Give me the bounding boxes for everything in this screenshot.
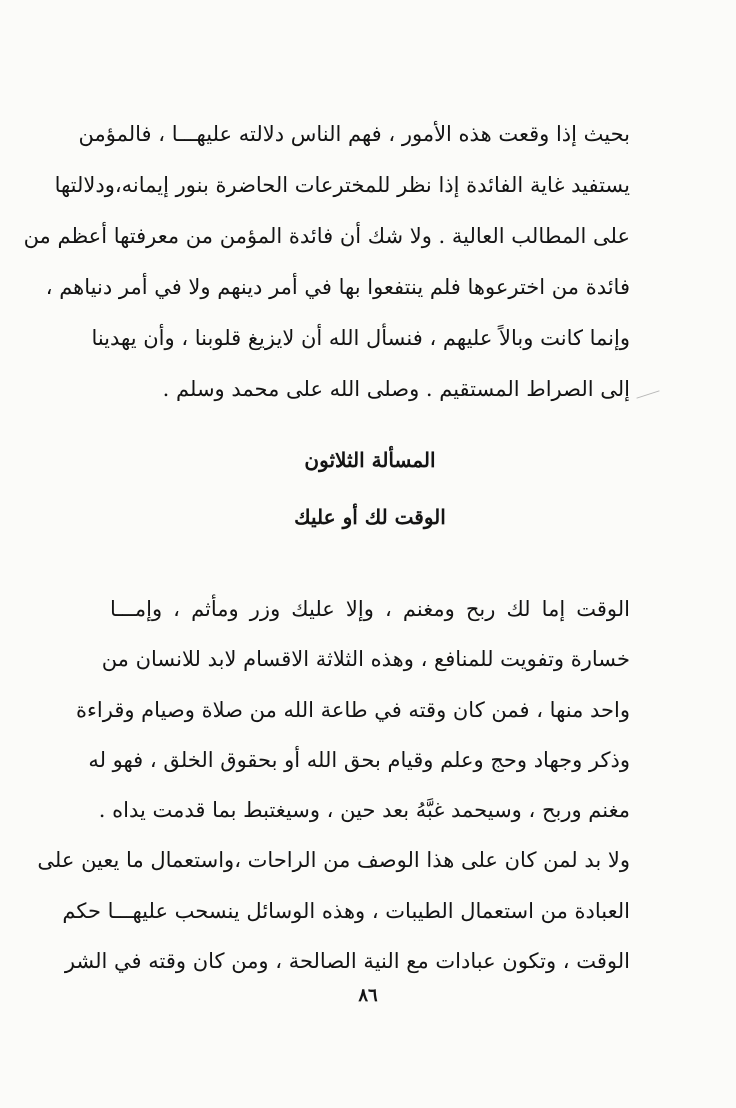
paragraph-section-body [37, 584, 630, 986]
text-line: يستفيد غاية الفائدة إذا نظر للمخترعات الحاضرة بنور إيمانه،ودلالتها [54, 173, 630, 197]
section-subtitle: الوقت لك أو عليك [294, 505, 446, 529]
text-line: ولا بد لمن كان على هذا الوصف من الراحات ،واستعمال ما يعين على [37, 848, 630, 873]
text-line: الوقت ، وتكون عبادات مع النية الصالحة ، ومن كان وقته في الشر [64, 949, 630, 974]
text-line: وإنما كانت وبالاً عليهم ، فنسأل الله أن لايزيغ قلوبنا ، وأن يهدينا [91, 326, 630, 350]
section-title: المسألة الثلاثون [304, 448, 436, 472]
text-line: العبادة من استعمال الطيبات ، وهذه الوسائل ينسحب عليهـــا حكم [62, 898, 630, 923]
text-line: فائدة من اخترعوها فلم ينتفعوا بها في أمر دينهم ولا في أمر دنياهم ، [45, 275, 630, 299]
text-line: واحد منها ، فمن كان وقته في طاعة الله من صلاة وصيام وقراءة [76, 697, 630, 722]
page-number: ٨٦ [358, 985, 378, 1006]
text-line: الوقت إما لك ربح ومغنم ، وإلا عليك وزر ومأثم ، وإمـــا [110, 597, 630, 621]
text-line: بحيث إذا وقعت هذه الأمور ، فهم الناس دلالته عليهـــا ، فالمؤمن [78, 122, 630, 146]
text-line: إلى الصراط المستقيم . وصلى الله على محمد وسلم . [162, 377, 630, 401]
text-line: على المطالب العالية . ولا شك أن فائدة المؤمن من معرفتها أعظم من [23, 224, 630, 248]
paragraph-previous-section [23, 109, 630, 415]
text-line: وذكر وجهاد وحج وعلم وقيام بحق الله أو بحقوق الخلق ، فهو له [88, 747, 630, 772]
text-line: خسارة وتفويت للمنافع ، وهذه الثلاثة الاقسام لابد للانسان من [101, 647, 630, 672]
scan-mark [636, 390, 659, 398]
text-line: مغنم وربح ، وسيحمد غبَّهُ بعد حين ، وسيغتبط بما قدمت يداه . [98, 798, 630, 823]
